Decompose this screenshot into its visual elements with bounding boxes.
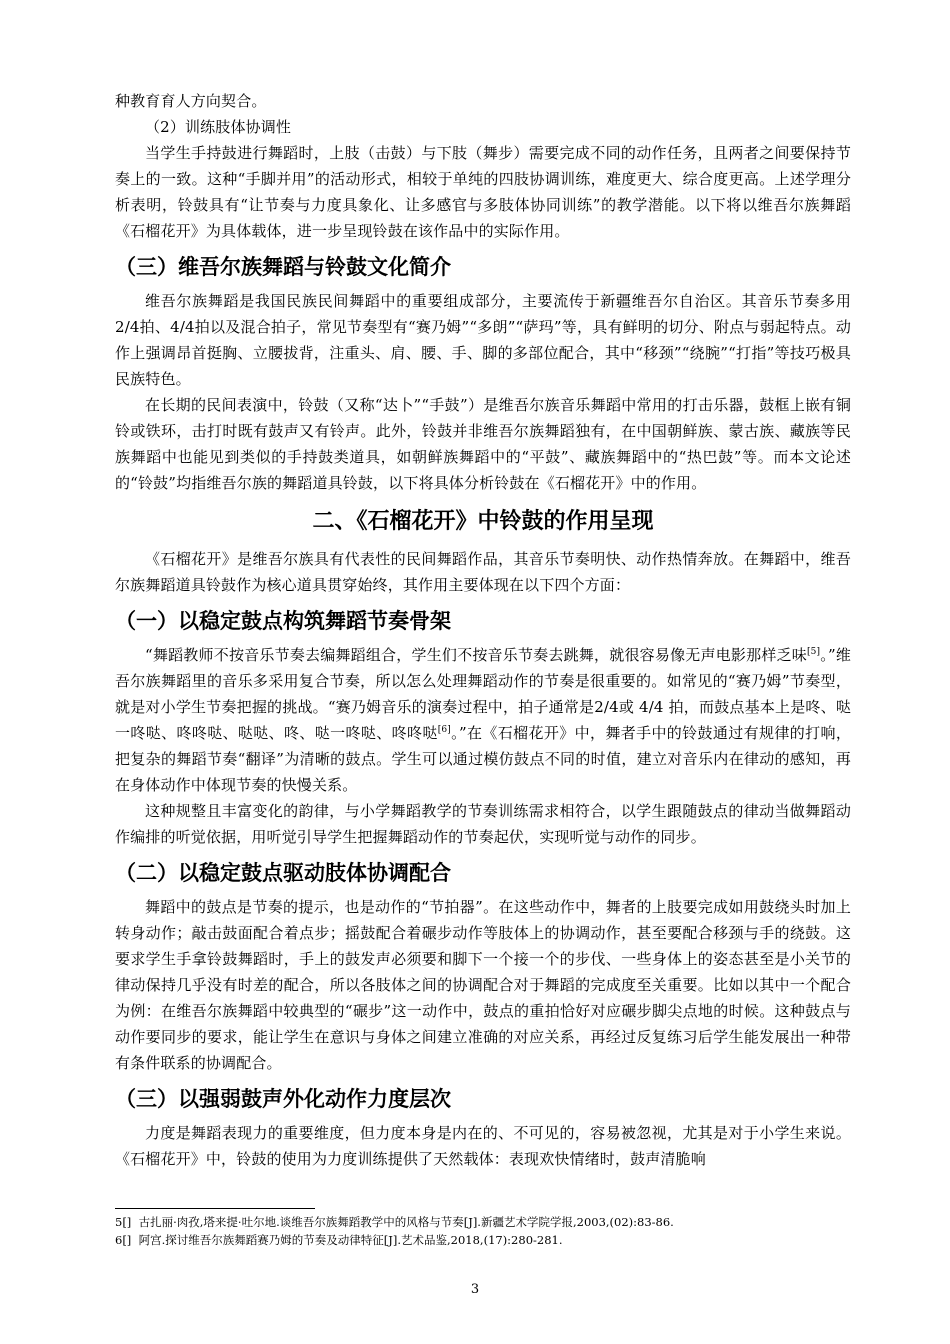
footnote-mark: 5[] (115, 1215, 132, 1229)
text-span: 。”在《石榴花开》中，舞者手中的铃鼓通过有规律的打响，把复杂的舞蹈节奏“翻译”为清晰的鼓点。学生可以通过模仿鼓点不同的时值，建立对音乐内在律动的感知，再在身体动作中体现节奏的快慢关系。 (115, 724, 851, 794)
paragraph: 舞蹈中的鼓点是节奏的提示，也是动作的“节拍器”。在这些动作中，舞者的上肢要完成如用鼓绕头时加上转身动作；敲击鼓面配合着点步；摇鼓配合着碾步动作等肢体上的协调动作，甚至要配合移颈与手的绕鼓。这要求学生手拿铃鼓舞蹈时，手上的鼓发声必须要和脚下一个接一个的步伐、一些身体上的姿态甚至是小关节的律动保持几乎没有时差的配合，所以各肢体之间的协调配合对于舞蹈的完成度至关重要。比如以其中一个配合为例：在维吾尔族舞蹈中较典型的“碾步”这一动作中，鼓点的重拍恰好对应碾步脚尖点地的时候。这种鼓点与动作要同步的要求，能让学生在意识与身体之间建立准确的对应关系，再经过反复练习后学生能发展出一种带有条件联系的协调配合。 (115, 898, 851, 1072)
footnotes (115, 1208, 851, 1249)
page-number: 3 (470, 1282, 480, 1297)
body-text (115, 88, 851, 1172)
paragraph: 《石榴花开》是维吾尔族具有代表性的民间舞蹈作品，其音乐节奏明快、动作热情奔放。在舞蹈中，维吾尔族舞蹈道具铃鼓作为核心道具贯穿始终，其作用主要体现在以下四个方面： (115, 550, 851, 594)
section-heading: （三）以强弱鼓声外化动作力度层次 (115, 1087, 451, 1111)
paragraph: 当学生手持鼓进行舞蹈时，上肢（击鼓）与下肢（舞步）需要完成不同的动作任务，且两者之间要保持节奏上的一致。这种“手脚并用”的活动形式，相较于单纯的四肢协调训练，难度更大、综合度更高。上述学理分析表明，铃鼓具有“让节奏与力度具象化、让多感官与多肢体协同训练”的教学潜能。以下将以维吾尔族舞蹈《石榴花开》为具体载体，进一步呈现铃鼓在该作品中的实际作用。 (115, 144, 851, 240)
section-heading: （一）以稳定鼓点构筑舞蹈节奏骨架 (115, 609, 451, 633)
paragraph (115, 642, 851, 798)
chapter-heading: 二、《石榴花开》中铃鼓的作用呈现 (312, 509, 654, 534)
subsection-heading: （2）训练肢体协调性 (145, 118, 292, 136)
citation-ref[interactable]: [5] (806, 647, 821, 657)
footnote-text: 古扎丽·肉孜,塔来提·吐尔地.谈维吾尔族舞蹈教学中的风格与节奏[J].新疆艺术学院学报,2003,(02):83-86. (138, 1215, 674, 1229)
footnote-6 (115, 1231, 851, 1249)
section-heading: （三）维吾尔族舞蹈与铃鼓文化简介 (115, 255, 451, 279)
paragraph: 维吾尔族舞蹈是我国民族民间舞蹈中的重要组成部分，主要流传于新疆维吾尔自治区。其音乐节奏多用2/4拍、4/4拍以及混合拍子，常见节奏型有“赛乃姆”“多朗”“萨玛”等，具有鲜明的切分、附点与弱起特点。动作上强调昂首挺胸、立腰拔背，注重头、肩、腰、手、脚的多部位配合，其中“移颈”“绕腕”“打指”等技巧极具民族特色。 (115, 292, 851, 388)
section-heading: （二）以稳定鼓点驱动肢体协调配合 (115, 861, 451, 885)
paragraph: 种教育育人方向契合。 (115, 92, 267, 110)
footnote-mark: 6[] (115, 1233, 132, 1247)
paragraph: 这种规整且丰富变化的韵律，与小学舞蹈教学的节奏训练需求相符合，以学生跟随鼓点的律动当做舞蹈动作编排的听觉依据，用听觉引导学生把握舞蹈动作的节奏起伏，实现听觉与动作的同步。 (115, 802, 851, 846)
footnote-text: 阿宫.探讨维吾尔族舞蹈赛乃姆的节奏及动律特征[J].艺术品鉴,2018,(17):280-281. (138, 1233, 563, 1247)
citation-ref[interactable]: [6] (437, 725, 451, 735)
footnote-divider (115, 1208, 315, 1209)
footnote-5 (115, 1213, 851, 1231)
text-span: 。”维吾尔族舞蹈里的音乐多采用复合节奏，所以怎么处理舞蹈动作的节奏是很重要的。如常见的“赛乃姆”节奏型，就是对小学生节奏把握的挑战。“赛乃姆音乐的演奏过程中，拍子通常是2/4或 4/4 拍，而鼓点基本上是咚、哒一咚哒、咚咚哒、哒哒、咚、哒一咚哒、咚咚哒 (115, 646, 851, 742)
text-span: “舞蹈教师不按音乐节奏去编舞蹈组合，学生们不按音乐节奏去跳舞，就很容易像无声电影那样乏味 (145, 646, 807, 664)
paragraph: 在长期的民间表演中，铃鼓（又称“达卜”“手鼓”）是维吾尔族音乐舞蹈中常用的打击乐器，鼓框上嵌有铜铃或铁环，击打时既有鼓声又有铃声。此外，铃鼓并非维吾尔族舞蹈独有，在中国朝鲜族、蒙古族、藏族等民族舞蹈中也能见到类似的手持鼓类道具，如朝鲜族舞蹈中的“平鼓”、藏族舞蹈中的“热巴鼓”等。而本文论述的“铃鼓”均指维吾尔族的舞蹈道具铃鼓，以下将具体分析铃鼓在《石榴花开》中的作用。 (115, 396, 851, 492)
paragraph: 力度是舞蹈表现力的重要维度，但力度本身是内在的、不可见的，容易被忽视，尤其是对于小学生来说。《石榴花开》中，铃鼓的使用为力度训练提供了天然载体：表现欢快情绪时，鼓声清脆响 (115, 1124, 851, 1168)
